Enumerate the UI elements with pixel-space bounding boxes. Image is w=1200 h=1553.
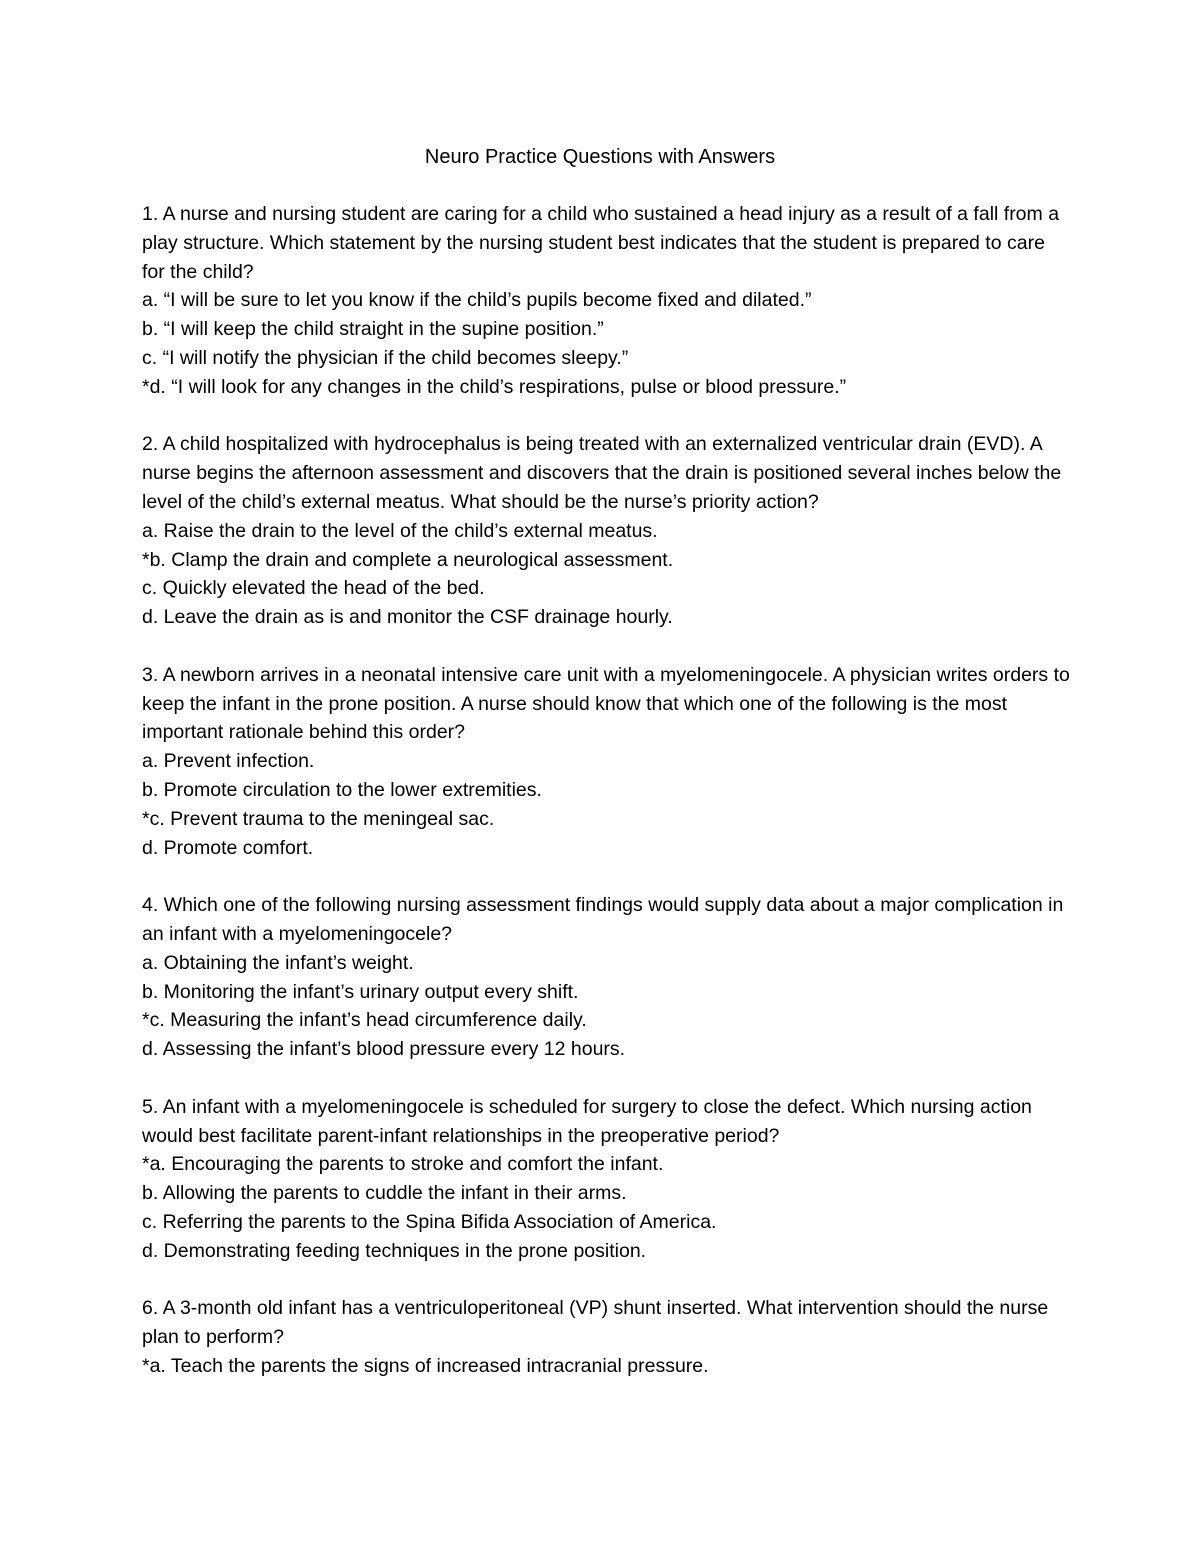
question-5	[142, 1093, 1072, 1266]
question-stem: 5. An infant with a myelomeningocele is scheduled for surgery to close the defect. Which nursing action would best facilitate parent-infant relationships in the preoperative period?	[142, 1095, 1032, 1147]
answer-option: a. Obtaining the infant’s weight.	[142, 951, 414, 974]
answer-option: b. Allowing the parents to cuddle the infant in their arms.	[142, 1182, 627, 1205]
correct-answer-option: *c. Prevent trauma to the meningeal sac.	[142, 807, 495, 830]
correct-answer-option: *b. Clamp the drain and complete a neurological assessment.	[142, 548, 674, 571]
answer-option: d. Assessing the infant’s blood pressure every 12 hours.	[142, 1038, 626, 1061]
question-stem: 3. A newborn arrives in a neonatal intensive care unit with a myelomeningocele. A physician writes orders to keep the infant in the prone position. A nurse should know that which one of the following is the most important rationale behind this order?	[142, 663, 1070, 744]
question-stem: 2. A child hospitalized with hydrocephalus is being treated with an externalized ventricular drain (EVD). A nurse begins the afternoon assessment and discovers that the drain is positioned several inches below the level of the child’s external meatus. What should be the nurse’s priority action?	[142, 433, 1062, 513]
question-4	[142, 891, 1072, 1064]
document-title: Neuro Practice Questions with Answers	[424, 146, 776, 168]
answer-option: a. “I will be sure to let you know if the child’s pupils become fixed and dilated.”	[142, 289, 812, 312]
answer-option: d. Leave the drain as is and monitor the CSF drainage hourly.	[142, 606, 673, 629]
answer-option: a. Prevent infection.	[142, 750, 315, 773]
answer-option: c. Quickly elevated the head of the bed.	[142, 577, 485, 600]
answer-option: b. Monitoring the infant’s urinary output every shift.	[142, 980, 579, 1003]
correct-answer-option: *d. “I will look for any changes in the child’s respirations, pulse or blood pressure.”	[142, 375, 847, 398]
correct-answer-option: *a. Teach the parents the signs of increased intracranial pressure.	[142, 1354, 709, 1377]
questions-list	[142, 200, 1072, 1409]
correct-answer-option: *a. Encouraging the parents to stroke and comfort the infant.	[142, 1153, 664, 1176]
answer-option: d. Demonstrating feeding techniques in the prone position.	[142, 1239, 647, 1262]
answer-option: b. “I will keep the child straight in the supine position.”	[142, 318, 604, 341]
answer-option: d. Promote comfort.	[142, 836, 314, 859]
answer-option: c. Referring the parents to the Spina Bifida Association of America.	[142, 1210, 717, 1233]
question-2	[142, 430, 1072, 632]
answer-option: a. Raise the drain to the level of the child’s external meatus.	[142, 519, 658, 542]
question-3	[142, 661, 1072, 863]
question-1	[142, 200, 1072, 402]
question-stem: 4. Which one of the following nursing assessment findings would supply data about a major complication in an infant with a myelomeningocele?	[142, 894, 1064, 945]
correct-answer-option: *c. Measuring the infant’s head circumference daily.	[142, 1009, 587, 1032]
answer-option: b. Promote circulation to the lower extremities.	[142, 778, 542, 801]
question-stem: 1. A nurse and nursing student are caring for a child who sustained a head injury as a result of a fall from a play structure. Which statement by the nursing student best indicates that the student is prepared to care for the child?	[142, 203, 1060, 283]
question-6	[142, 1294, 1072, 1380]
question-stem: 6. A 3-month old infant has a ventriculoperitoneal (VP) shunt inserted. What intervention should the nurse plan to perform?	[142, 1297, 1049, 1349]
answer-option: c. “I will notify the physician if the child becomes sleepy.”	[142, 346, 629, 369]
